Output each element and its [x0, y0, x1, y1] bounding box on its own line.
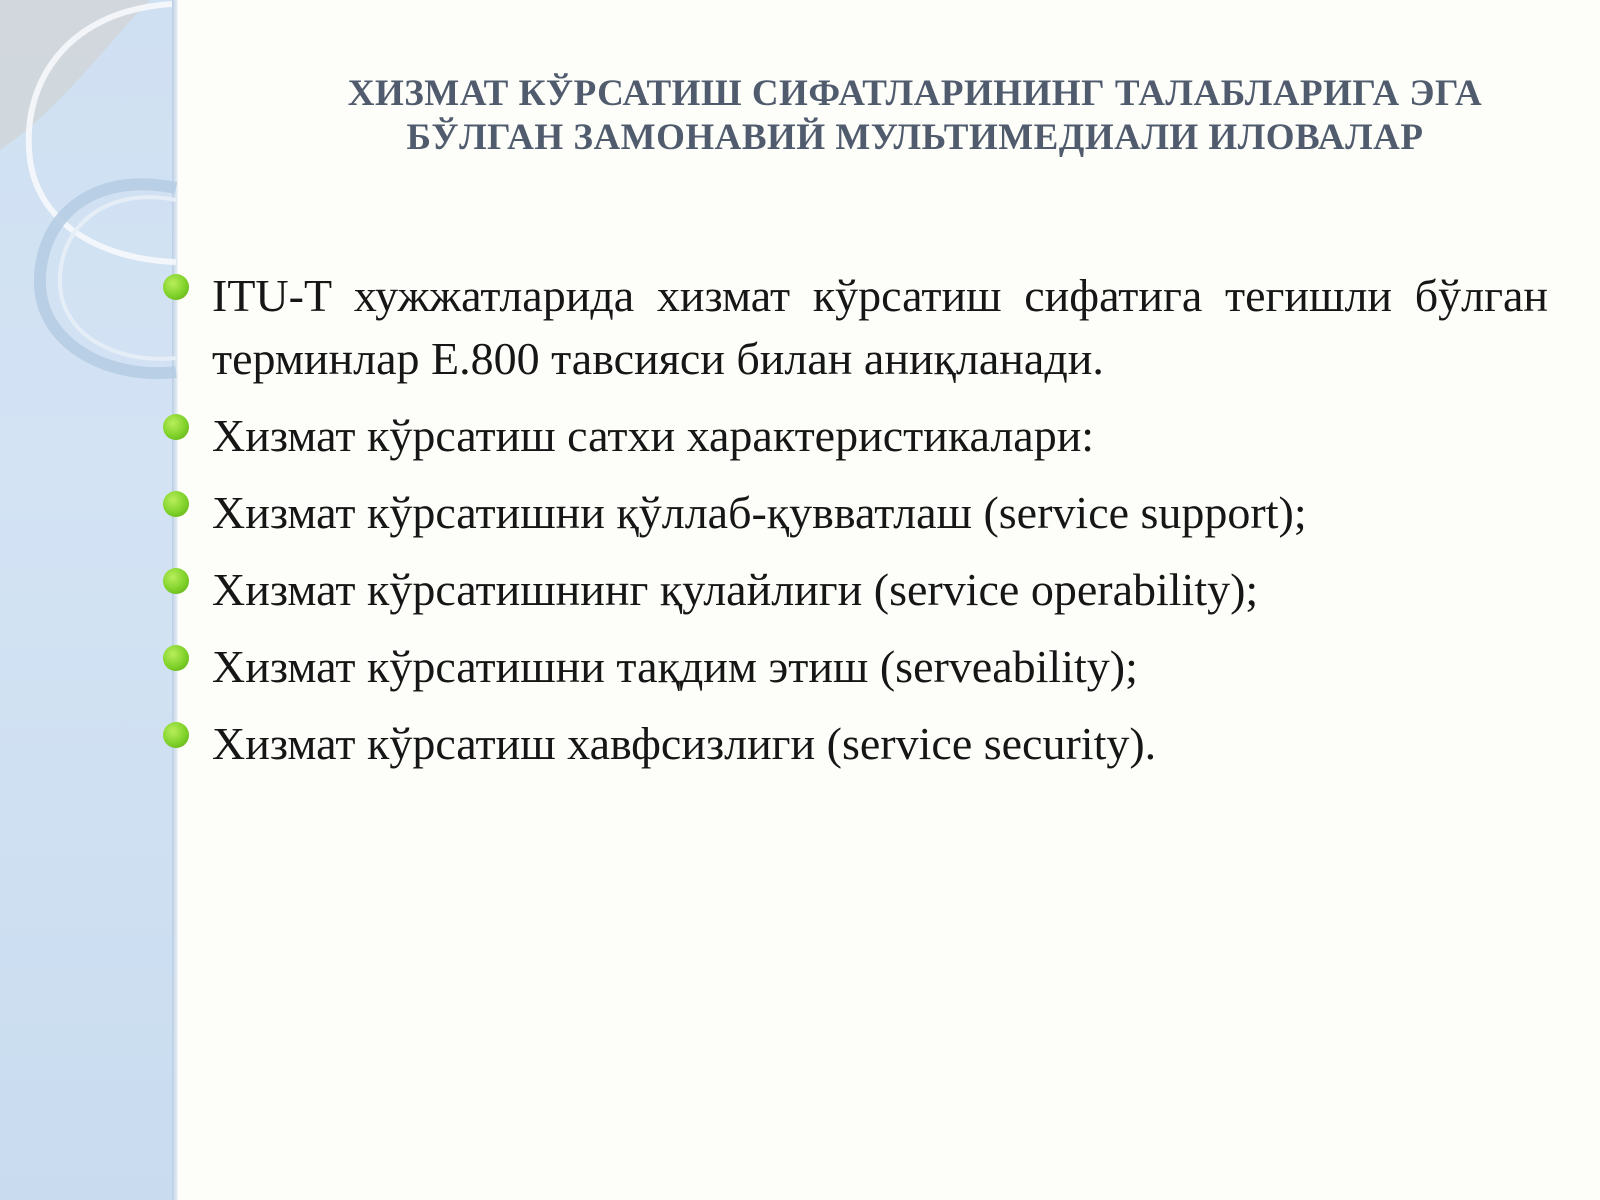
green-bullet-icon	[163, 274, 189, 300]
bullet-item	[212, 712, 1548, 775]
bullet-text: Хизмат кўрсатиш сатхи характеристикалари:	[212, 410, 1095, 461]
bullet-item	[212, 404, 1548, 467]
bullet-item	[212, 558, 1548, 621]
bullet-item	[212, 264, 1548, 390]
green-bullet-icon	[163, 414, 189, 440]
bullet-text: ITU-T хужжатларида хизмат кўрсатиш сифатига тегишли бўлган терминлар E.800 тавсияси билан аниқланади.	[212, 270, 1548, 384]
bullet-item	[212, 635, 1548, 698]
bullet-text: Хизмат кўрсатишни тақдим этиш (serveability);	[212, 641, 1138, 692]
bullet-text: Хизмат кўрсатиш хавфсизлиги (service security).	[212, 718, 1157, 769]
inner-ring-arc	[60, 197, 176, 359]
bullet-list	[212, 264, 1548, 789]
green-bullet-icon	[163, 491, 189, 517]
bullet-text: Хизмат кўрсатишни қўллаб-қувватлаш (service support);	[212, 487, 1307, 538]
bullet-text: Хизмат кўрсатишнинг қулайлиги (service operability);	[212, 564, 1259, 615]
green-bullet-icon	[163, 722, 189, 748]
bullet-item	[212, 481, 1548, 544]
green-bullet-icon	[163, 568, 189, 594]
gray-corner-shape	[0, 0, 150, 150]
decorative-arcs	[0, 0, 180, 420]
green-bullet-icon	[163, 645, 189, 671]
slide-title: ХИЗМАТ КЎРСАТИШ СИФАТЛАРИНИНГ ТАЛАБЛАРИГА ЭГА БЎЛГАН ЗАМОНАВИЙ МУЛЬТИМЕДИАЛИ ИЛОВАЛАР	[347, 73, 1483, 158]
